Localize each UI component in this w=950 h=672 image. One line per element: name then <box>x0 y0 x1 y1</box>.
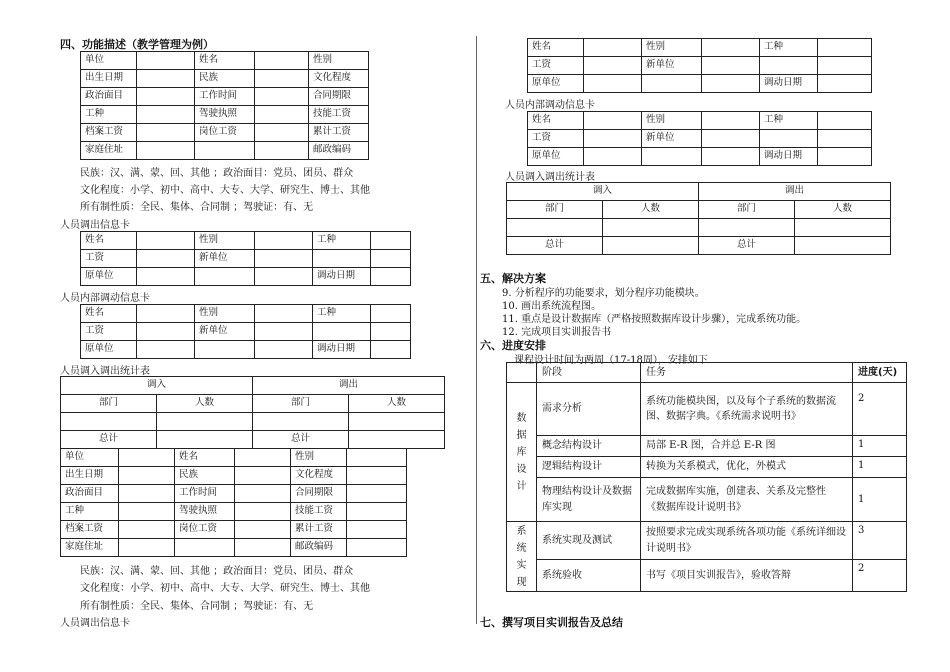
field-value <box>702 39 760 57</box>
field-value <box>119 485 175 503</box>
table-row <box>528 57 872 75</box>
field-value <box>137 232 195 250</box>
field-label: 政治面目 <box>61 485 119 503</box>
table-row <box>81 250 411 268</box>
field-value <box>818 75 872 93</box>
field-value <box>371 232 411 250</box>
field-label: 调动日期 <box>313 341 371 359</box>
stats-total: 总计 <box>699 237 795 255</box>
field-label: 民族 <box>195 70 255 88</box>
header-stage: 阶段 <box>537 363 641 383</box>
internal-card-label: 人员内部调动信息卡 <box>505 100 595 111</box>
solution-item-12: 12. 完成项目实训报告书 <box>502 327 612 338</box>
field-value <box>702 130 760 148</box>
solution-item-11: 11. 重点是设计数据库（严格按照数据库设计步骤），完成系统功能。 <box>502 314 807 325</box>
section6-title: 六、进度安排 <box>480 339 546 352</box>
stage-cell: 逻辑结构设计 <box>537 457 641 478</box>
task-cell: 局部 E-R 图，合并总 E-R 图 <box>641 436 853 457</box>
field-value <box>255 70 309 88</box>
field-label: 新单位 <box>195 323 255 341</box>
field-label: 性别 <box>291 449 347 467</box>
field-value <box>371 268 411 286</box>
days-cell: 2 <box>853 560 907 592</box>
field-value <box>119 503 175 521</box>
table-row <box>81 70 369 88</box>
field-value <box>255 250 313 268</box>
field-value <box>584 57 642 75</box>
field-value <box>195 341 255 359</box>
field-value <box>347 449 407 467</box>
transfer-stats-table <box>506 182 891 255</box>
field-label: 档案工资 <box>61 521 119 539</box>
field-value <box>255 341 313 359</box>
field-label: 调动日期 <box>313 268 371 286</box>
field-label: 原单位 <box>528 75 584 93</box>
field-value <box>255 232 313 250</box>
field-label: 文化程度 <box>309 70 369 88</box>
internal-transfer-card <box>80 304 411 359</box>
field-value <box>584 112 642 130</box>
section5-title: 五、解决方案 <box>480 272 546 285</box>
field-label: 原单位 <box>528 148 584 166</box>
field-label: 档案工资 <box>81 124 137 142</box>
schedule-intro: 课程设计时间为两周（17-18周），安排如下 <box>514 355 708 366</box>
field-label: 岗位工资 <box>175 521 235 539</box>
field-value <box>818 130 872 148</box>
field-value <box>255 106 309 124</box>
field-value <box>235 485 291 503</box>
field-value <box>255 88 309 106</box>
stats-in-header: 调入 <box>61 377 253 395</box>
days-cell: 1 <box>853 436 907 457</box>
field-label: 累计工资 <box>291 521 347 539</box>
note-line-3: 所有制性质：全民、集体、合同制 ；驾驶证：有、无 <box>80 601 314 612</box>
stats-out-header: 调出 <box>699 183 891 201</box>
table-row <box>528 39 872 57</box>
table-row <box>61 521 407 539</box>
field-label: 工种 <box>760 112 818 130</box>
field-value <box>760 130 818 148</box>
field-value <box>137 106 195 124</box>
field-label: 姓名 <box>81 232 137 250</box>
field-value <box>371 341 411 359</box>
field-label: 工资 <box>528 57 584 75</box>
field-label: 工资 <box>81 250 137 268</box>
note-line-1: 民族：汉、满、蒙、回、其他 ；政治面目：党员、团员、群众 <box>80 168 354 179</box>
field-label: 民族 <box>175 467 235 485</box>
field-value <box>313 250 371 268</box>
field-value <box>137 52 195 70</box>
field-value <box>119 539 175 557</box>
field-value <box>137 305 195 323</box>
days-cell: 3 <box>853 522 907 560</box>
field-value <box>137 142 195 160</box>
field-label: 性别 <box>195 232 255 250</box>
field-label: 原单位 <box>81 341 137 359</box>
stats-dept-header: 部门 <box>253 395 349 413</box>
table-row <box>528 112 872 130</box>
field-label: 工作时间 <box>195 88 255 106</box>
group-system-implementation: 系统实现 <box>507 522 537 592</box>
field-value <box>347 503 407 521</box>
note-line-1: 民族：汉、满、蒙、回、其他 ；政治面目：党员、团员、群众 <box>80 566 354 577</box>
transfer-out-card-label: 人员调出信息卡 <box>60 220 130 231</box>
table-row <box>81 52 369 70</box>
days-cell: 1 <box>853 457 907 478</box>
header-days: 进度(天) <box>853 363 907 383</box>
table-row <box>61 467 407 485</box>
stats-count-header: 人数 <box>157 395 253 413</box>
stats-count-header: 人数 <box>349 395 445 413</box>
field-value <box>137 268 195 286</box>
field-value <box>584 148 642 166</box>
field-label: 政治面目 <box>81 88 137 106</box>
field-value <box>119 467 175 485</box>
field-value <box>702 57 760 75</box>
stats-dept-header: 部门 <box>507 201 603 219</box>
field-value <box>235 467 291 485</box>
field-value <box>255 124 309 142</box>
field-label: 文化程度 <box>291 467 347 485</box>
task-cell: 书写《项目实训报告》，验收答辩 <box>641 560 853 592</box>
stats-table-label: 人员调入调出统计表 <box>60 366 150 377</box>
staff-info-table-2 <box>60 448 407 557</box>
table-row <box>528 75 872 93</box>
field-value <box>195 268 255 286</box>
field-value <box>702 75 760 93</box>
field-value <box>195 142 255 160</box>
field-value <box>235 539 291 557</box>
field-label: 出生日期 <box>61 467 119 485</box>
field-label: 家庭住址 <box>81 142 137 160</box>
task-cell: 系统功能模块图，以及每个子系统的数据流图、数据字典。《系统需求说明书》 <box>641 383 853 436</box>
days-cell: 2 <box>853 383 907 436</box>
staff-info-table <box>80 51 369 160</box>
field-label: 合同期限 <box>309 88 369 106</box>
field-value <box>137 323 195 341</box>
table-row <box>81 341 411 359</box>
field-label: 技能工资 <box>309 106 369 124</box>
field-label: 岗位工资 <box>195 124 255 142</box>
field-label: 驾驶执照 <box>195 106 255 124</box>
table-row <box>61 449 407 467</box>
internal-card-label: 人员内部调动信息卡 <box>60 293 150 304</box>
field-value <box>347 467 407 485</box>
field-label: 工种 <box>81 106 137 124</box>
field-label: 出生日期 <box>81 70 137 88</box>
field-value <box>255 305 313 323</box>
field-value <box>347 485 407 503</box>
field-value <box>119 449 175 467</box>
field-value <box>371 323 411 341</box>
transfer-out-card <box>527 38 872 93</box>
stats-out-header: 调出 <box>253 377 445 395</box>
field-value <box>371 305 411 323</box>
field-value <box>137 124 195 142</box>
field-label: 性别 <box>195 305 255 323</box>
schedule-table <box>506 362 907 592</box>
field-label: 工种 <box>760 39 818 57</box>
field-value <box>235 449 291 467</box>
table-row <box>528 148 872 166</box>
task-cell: 按照要求完成实现系统各项功能《系统详细设计说明书》 <box>641 522 853 560</box>
field-value <box>137 70 195 88</box>
field-value <box>702 112 760 130</box>
header-task: 任务 <box>641 363 853 383</box>
field-label: 工作时间 <box>175 485 235 503</box>
field-value <box>584 130 642 148</box>
field-value <box>235 503 291 521</box>
internal-transfer-card <box>527 111 872 166</box>
field-label: 姓名 <box>528 112 584 130</box>
group-database-design: 数据库设计 <box>507 383 537 522</box>
stats-count-header: 人数 <box>795 201 891 219</box>
transfer-out-card <box>80 231 411 286</box>
stats-total: 总计 <box>507 237 603 255</box>
field-label: 工种 <box>313 232 371 250</box>
section7-title: 七、撰写项目实训报告及总结 <box>480 616 623 629</box>
field-label: 技能工资 <box>291 503 347 521</box>
table-row <box>61 485 407 503</box>
field-label: 调动日期 <box>760 75 818 93</box>
field-label: 单位 <box>61 449 119 467</box>
field-label: 性别 <box>642 39 702 57</box>
stats-in-header: 调入 <box>507 183 699 201</box>
table-row <box>61 503 407 521</box>
field-value <box>137 88 195 106</box>
solution-item-9: 9. 分析程序的功能要求，划分程序功能模块。 <box>502 288 705 299</box>
field-value <box>255 268 313 286</box>
field-value <box>255 142 309 160</box>
field-value <box>347 539 407 557</box>
stage-cell: 物理结构设计及数据库实现 <box>537 478 641 522</box>
stats-total: 总计 <box>61 431 157 449</box>
field-label: 性别 <box>309 52 369 70</box>
field-label: 邮政编码 <box>309 142 369 160</box>
field-value <box>137 341 195 359</box>
note-line-3: 所有制性质：全民、集体、合同制 ；驾驶证：有、无 <box>80 202 314 213</box>
field-label: 合同期限 <box>291 485 347 503</box>
field-value <box>642 148 702 166</box>
task-cell: 转换为关系模式，优化，外模式 <box>641 457 853 478</box>
stage-cell: 系统实现及测试 <box>537 522 641 560</box>
field-value <box>235 521 291 539</box>
field-label: 性别 <box>642 112 702 130</box>
table-row <box>81 124 369 142</box>
field-value <box>347 521 407 539</box>
field-label: 调动日期 <box>760 148 818 166</box>
field-label: 工资 <box>528 130 584 148</box>
days-cell: 1 <box>853 478 907 522</box>
stats-table-label: 人员调入调出统计表 <box>505 172 595 183</box>
table-row <box>81 106 369 124</box>
field-label: 姓名 <box>195 52 255 70</box>
table-row <box>81 305 411 323</box>
table-row <box>81 142 369 160</box>
note-line-2: 文化程度：小学、初中、高中、大专、大学、研究生、博士、其他 <box>80 583 370 594</box>
transfer-stats-table <box>60 376 445 449</box>
stats-dept-header: 部门 <box>61 395 157 413</box>
field-label: 新单位 <box>195 250 255 268</box>
stats-dept-header: 部门 <box>699 201 795 219</box>
table-row <box>81 323 411 341</box>
field-label: 家庭住址 <box>61 539 119 557</box>
field-value <box>702 148 760 166</box>
table-row <box>61 539 407 557</box>
stats-total: 总计 <box>253 431 349 449</box>
field-label: 姓名 <box>175 449 235 467</box>
field-value <box>255 323 313 341</box>
field-value <box>119 521 175 539</box>
field-label: 邮政编码 <box>291 539 347 557</box>
field-value <box>255 52 309 70</box>
field-value <box>818 112 872 130</box>
field-label: 姓名 <box>81 305 137 323</box>
column-divider <box>476 36 477 624</box>
field-value <box>760 57 818 75</box>
table-row <box>81 268 411 286</box>
field-label: 工资 <box>81 323 137 341</box>
field-value <box>371 250 411 268</box>
field-value <box>313 323 371 341</box>
task-cell: 完成数据库实施，创建表、关系及完整性 《数据库设计说明书》 <box>641 478 853 522</box>
table-row <box>81 88 369 106</box>
stage-cell: 概念结构设计 <box>537 436 641 457</box>
field-label: 新单位 <box>642 130 702 148</box>
section4-title: 四、功能描述（教学管理为例） <box>60 38 214 51</box>
stage-cell: 系统验收 <box>537 560 641 592</box>
field-value <box>642 75 702 93</box>
field-value <box>818 57 872 75</box>
field-value <box>175 539 235 557</box>
note-line-2: 文化程度：小学、初中、高中、大专、大学、研究生、博士、其他 <box>80 185 370 196</box>
field-label: 姓名 <box>528 39 584 57</box>
stats-count-header: 人数 <box>603 201 699 219</box>
field-value <box>584 39 642 57</box>
field-label: 工种 <box>61 503 119 521</box>
field-value <box>818 39 872 57</box>
field-label: 新单位 <box>642 57 702 75</box>
solution-item-10: 10. 画出系统流程图。 <box>502 301 602 312</box>
field-label: 驾驶执照 <box>175 503 235 521</box>
field-label: 工种 <box>313 305 371 323</box>
table-row <box>528 130 872 148</box>
table-row <box>81 232 411 250</box>
field-label: 单位 <box>81 52 137 70</box>
field-label: 原单位 <box>81 268 137 286</box>
field-value <box>137 250 195 268</box>
field-value <box>584 75 642 93</box>
stage-cell: 需求分析 <box>537 383 641 436</box>
field-value <box>818 148 872 166</box>
transfer-out-card-label-2: 人员调出信息卡 <box>60 618 130 629</box>
field-label: 累计工资 <box>309 124 369 142</box>
